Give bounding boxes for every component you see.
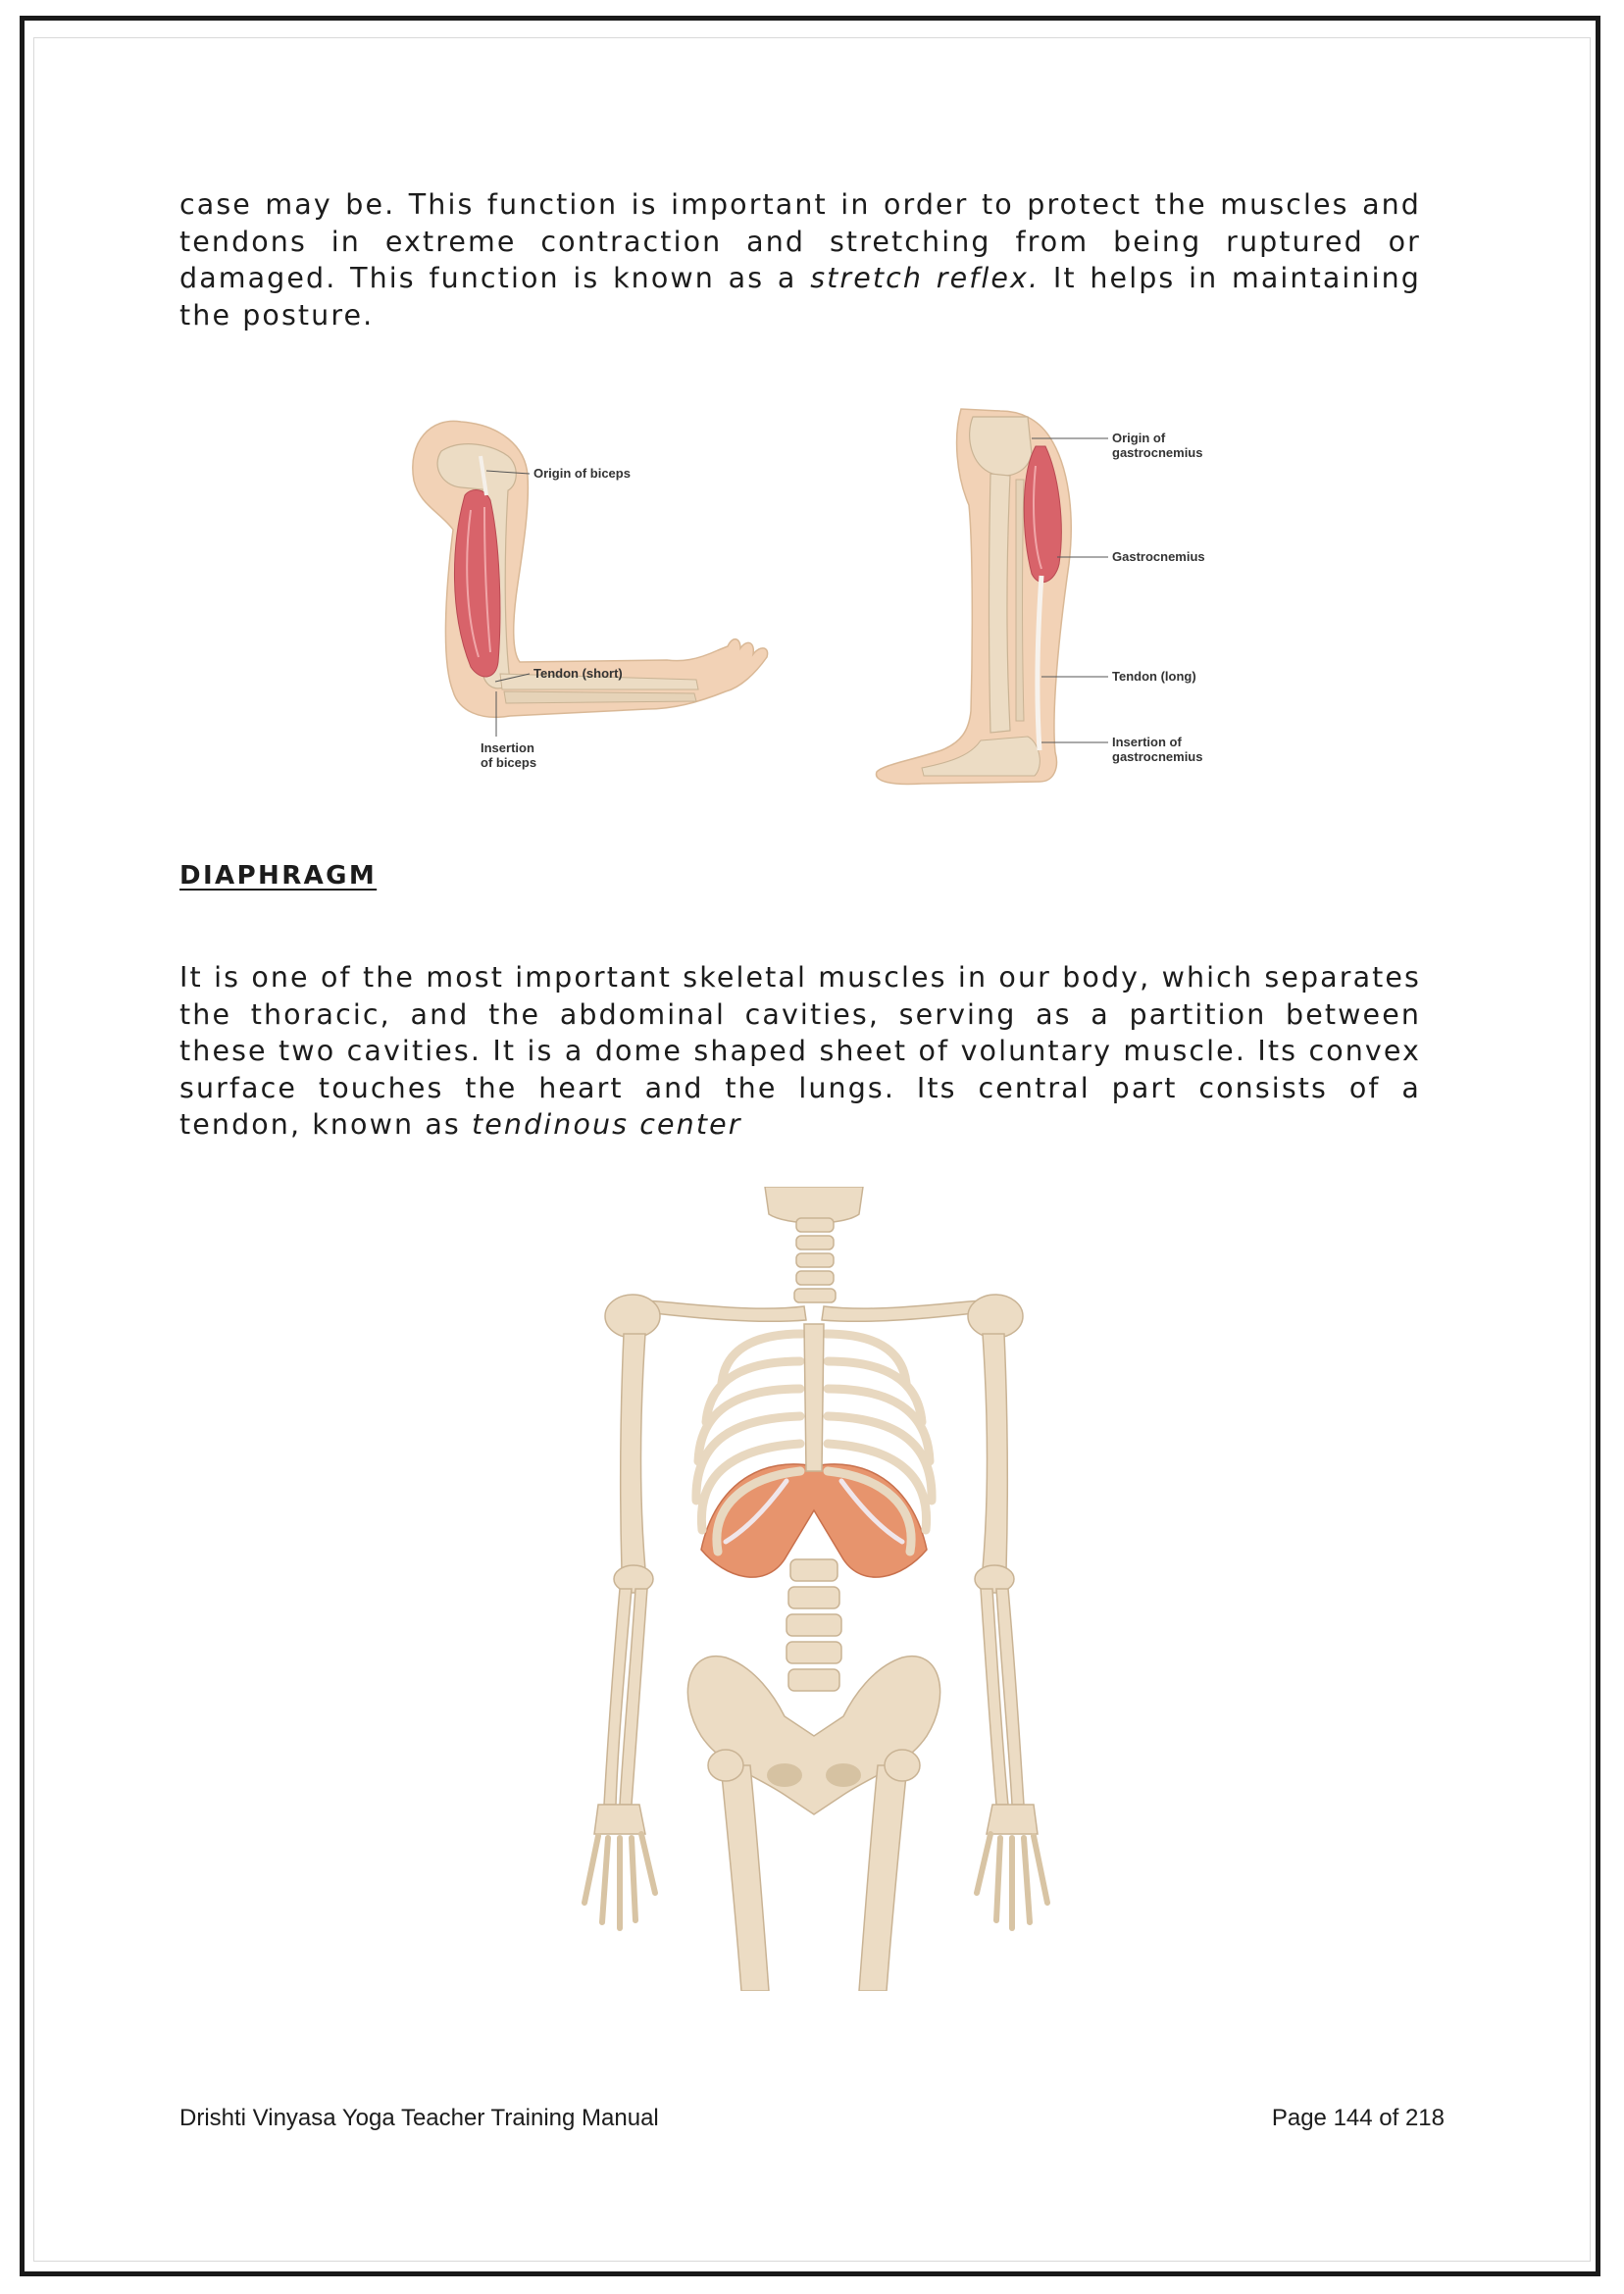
insertion-of-gastrocnemius-label-line1: Insertion of (1112, 735, 1182, 749)
skeleton-diaphragm-illustration (530, 1187, 1098, 1991)
insertion-of-biceps-label-line1: Insertion (481, 740, 534, 755)
origin-of-biceps-label: Origin of biceps (533, 466, 631, 481)
paragraph1-text-a: case may be. This function is important in order to protect the muscles and tendons in extreme contraction and stretching from being ruptured or damaged. This function is known as a (179, 188, 1421, 294)
tendon-short-label: Tendon (short) (533, 666, 623, 681)
gastrocnemius-label: Gastrocnemius (1112, 549, 1205, 564)
stretch-reflex-term: stretch reflex. (810, 262, 1040, 294)
insertion-of-biceps-label-line2: of biceps (481, 755, 537, 770)
diaphragm-paragraph (179, 959, 1421, 1144)
diaphragm-heading: DIAPHRAGM (179, 861, 378, 891)
tendinous-center-term: tendinous center (472, 1108, 742, 1141)
footer-manual-title: Drishti Vinyasa Yoga Teacher Training Manual (179, 2105, 659, 2131)
stretch-reflex-paragraph (179, 186, 1421, 333)
gastrocnemius-leg-illustration (863, 397, 1236, 799)
insertion-of-gastrocnemius-label-line2: gastrocnemius (1112, 749, 1203, 764)
tendon-long-label: Tendon (long) (1112, 669, 1196, 684)
footer-page-number: Page 144 of 218 (1271, 2105, 1445, 2131)
paragraph1-text-b: It helps in maintaining the posture. (179, 262, 1421, 331)
origin-of-gastrocnemius-label-line1: Origin of (1112, 431, 1166, 445)
paragraph2-text-a: It is one of the most important skeletal muscles in our body, which separates the thoracic, and the abdominal cavities, serving as a partition between these two cavities. It is a dome shaped sheet of voluntary muscle. Its convex surface touches the heart and the lungs. Its central part consists of a tendon, known as (179, 961, 1421, 1141)
origin-of-gastrocnemius-label-line2: gastrocnemius (1112, 445, 1203, 460)
biceps-arm-illustration (402, 397, 814, 790)
